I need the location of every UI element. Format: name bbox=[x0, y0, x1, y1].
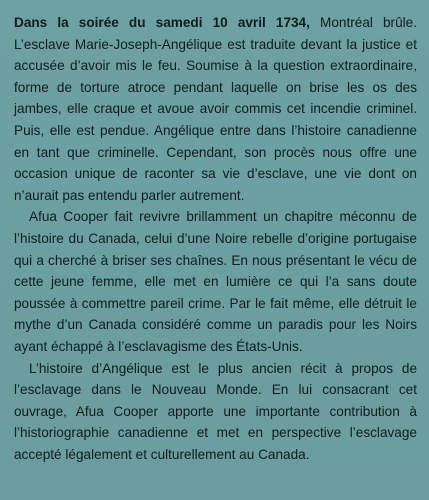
paragraph-1 bbox=[14, 12, 417, 206]
paragraph-2: Afua Cooper fait revivre brillamment un chapitre méconnu de l’histoire du Canada, celui d’une Noire rebelle d’origine portugaise qui a cherché à briser ses chaînes. En nous présentant le vécu de cette jeune femme, elle met en lumière ce qui l’a sans doute poussée à commettre pareil crime. Par le fait même, elle détruit le mythe d’un Canada considéré comme un paradis pour les Noirs ayant échappé à l’esclavagisme des États-Unis. bbox=[14, 209, 417, 354]
lead-date-text: Dans la soirée du samedi 10 avril 1734, bbox=[14, 15, 310, 30]
paragraph-3: L’histoire d’Angélique est le plus ancien récit à propos de l’esclavage dans le Nouveau Monde. En lui consacrant cet ouvrage, Afua Cooper apporte une importante contribution à l’historiographie canadienne et met en perspective l’esclavage accepté légalement et culturellement au Canada. bbox=[14, 360, 417, 462]
paragraph-1-body: Montréal brûle. L’esclave Marie-Joseph-Angélique est traduite devant la justice et accusée d’avoir mis le feu. Soumise à la question extraordinaire, forme de torture atroce pendant laquelle on brise les os des jambes, elle craque et avoue avoir commis cet incendie criminel. Puis, elle est pendue. Angélique entre dans l’histoire canadienne en tant que criminelle. Cependant, son procès nous offre une occasion unique de raconter sa vie d’esclave, une vie dont on n’aurait pas entendu parler autrement. bbox=[14, 15, 418, 203]
